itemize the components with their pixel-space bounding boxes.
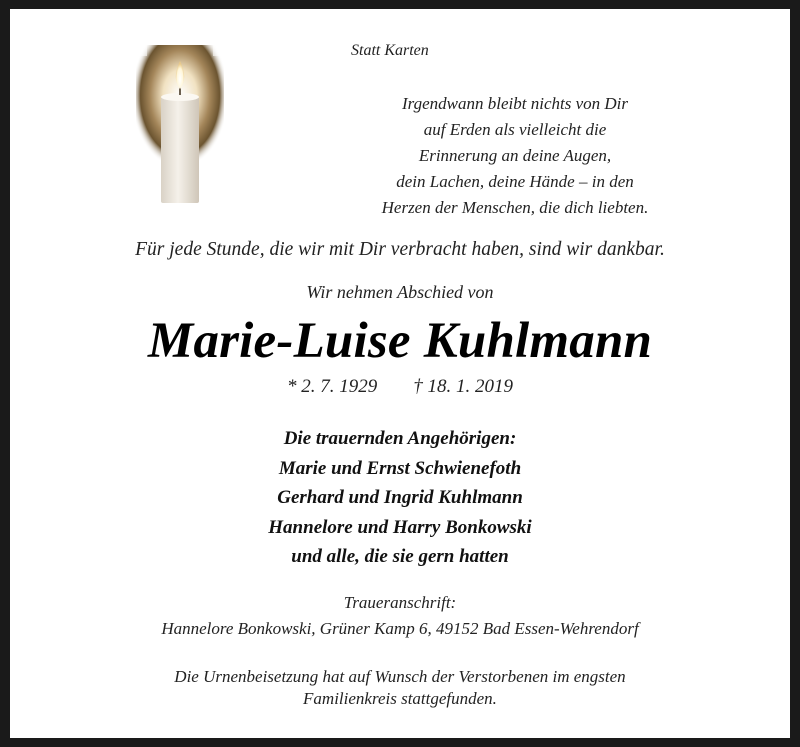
poem-line: auf Erden als vielleicht die [423, 120, 607, 139]
mourner-line: Marie und Ernst Schwienefoth [278, 457, 522, 479]
urn-note-line: Familienkreis stattgefunden. [303, 689, 497, 708]
address-text: Hannelore Bonkowski, Grüner Kamp 6, 49152 Bad Essen-Wehrendorf [161, 619, 639, 638]
poem-line: Erinnerung an deine Augen, [418, 146, 612, 165]
life-dates [10, 376, 790, 398]
thanks-line: Für jede Stunde, die wir mit Dir verbracht haben, sind wir dankbar. [135, 239, 665, 260]
address-label: Traueranschrift: [343, 593, 457, 612]
mourner-line: und alle, die sie gern hatten [291, 546, 509, 567]
birth-date: * 2. 7. 1929 [287, 376, 378, 397]
urn-note-line: Die Urnenbeisetzung hat auf Wunsch der Verstorbenen im engsten [174, 667, 626, 686]
death-date: † 18. 1. 2019 [413, 376, 513, 397]
deceased-name: Marie-Luise Kuhlmann [147, 313, 653, 369]
poem-line: Herzen der Menschen, die dich liebten. [381, 198, 649, 217]
farewell-intro: Wir nehmen Abschied von [306, 282, 494, 302]
poem-line: Irgendwann bleibt nichts von Dir [401, 94, 628, 113]
poem-line: dein Lachen, deine Hände – in den [396, 172, 634, 191]
urn-note [10, 666, 790, 710]
poem [355, 91, 675, 221]
mourner-line: Hannelore und Harry Bonkowski [268, 516, 532, 538]
mourner-line: Gerhard und Ingrid Kuhlmann [277, 487, 523, 508]
statt-karten-text: Statt Karten [351, 42, 429, 59]
mourners-block [10, 424, 790, 572]
obituary-notice [10, 9, 790, 738]
mourners-heading: Die trauernden Angehörigen: [283, 428, 517, 449]
candle-icon [136, 45, 224, 203]
